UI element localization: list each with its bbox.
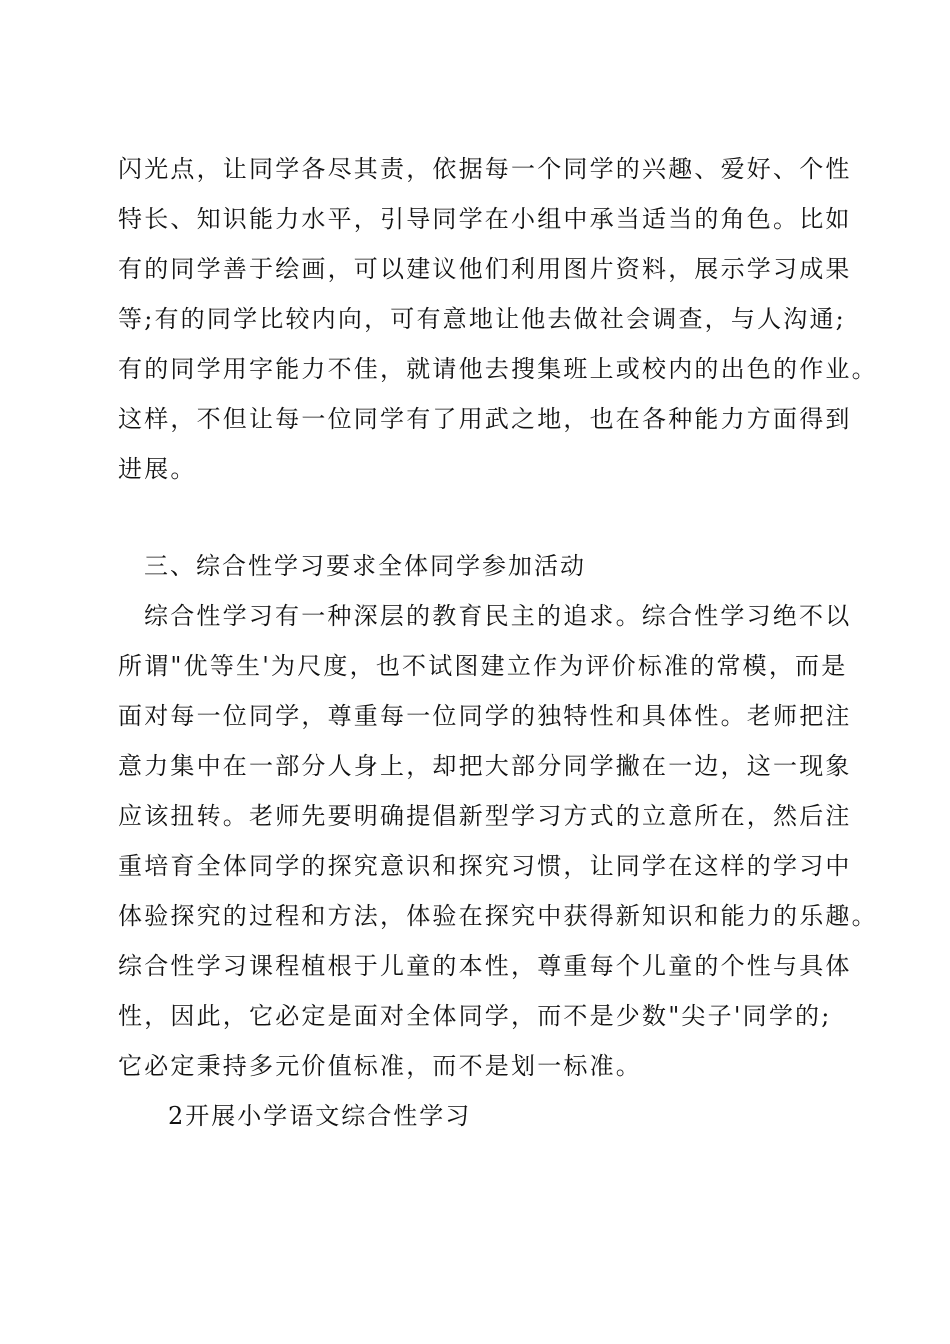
paragraph-1-line-6: 这样，不但让每一位同学有了用武之地，也在各种能力方面得到 (118, 405, 852, 433)
paragraph-1-line-3: 有的同学善于绘画，可以建议他们利用图片资料，展示学习成果 (118, 255, 852, 283)
paragraph-1-line-5: 有的同学用字能力不佳，就请他去搜集班上或校内的出色的作业。 (118, 355, 878, 383)
subheading: 2开展小学语文综合性学习 (168, 1102, 472, 1130)
paragraph-2-line-10: 它必定秉持多元价值标准，而不是划一标准。 (118, 1052, 642, 1080)
paragraph-2-line-9: 性，因此，它必定是面对全体同学，而不是少数"尖子'同学的; (118, 1002, 832, 1030)
paragraph-2-line-2: 所谓"优等生'为尺度，也不试图建立作为评价标准的常模，而是 (118, 652, 848, 680)
paragraph-2-line-5: 应该扭转。老师先要明确提倡新型学习方式的立意所在，然后注 (118, 802, 852, 830)
paragraph-2-line-6: 重培育全体同学的探究意识和探究习惯，让同学在这样的学习中 (118, 852, 852, 880)
paragraph-1-line-7: 进展。 (118, 455, 197, 483)
paragraph-2-line-1: 综合性学习有一种深层的教育民主的追求。综合性学习绝不以 (144, 602, 852, 630)
section-heading-3: 三、综合性学习要求全体同学参加活动 (144, 552, 586, 580)
paragraph-2-line-7: 体验探究的过程和方法，体验在探究中获得新知识和能力的乐趣。 (118, 902, 878, 930)
paragraph-1-line-1: 闪光点，让同学各尽其责，依据每一个同学的兴趣、爱好、个性 (118, 155, 852, 183)
paragraph-1-line-4: 等;有的同学比较内向，可有意地让他去做社会调查，与人沟通; (118, 305, 846, 333)
paragraph-2-line-4: 意力集中在一部分人身上，却把大部分同学撇在一边，这一现象 (118, 752, 852, 780)
paragraph-2-line-8: 综合性学习课程植根于儿童的本性，尊重每个儿童的个性与具体 (118, 952, 852, 980)
paragraph-1-line-2: 特长、知识能力水平，引导同学在小组中承当适当的角色。比如 (118, 205, 852, 233)
paragraph-2-line-3: 面对每一位同学，尊重每一位同学的独特性和具体性。老师把注 (118, 702, 852, 730)
